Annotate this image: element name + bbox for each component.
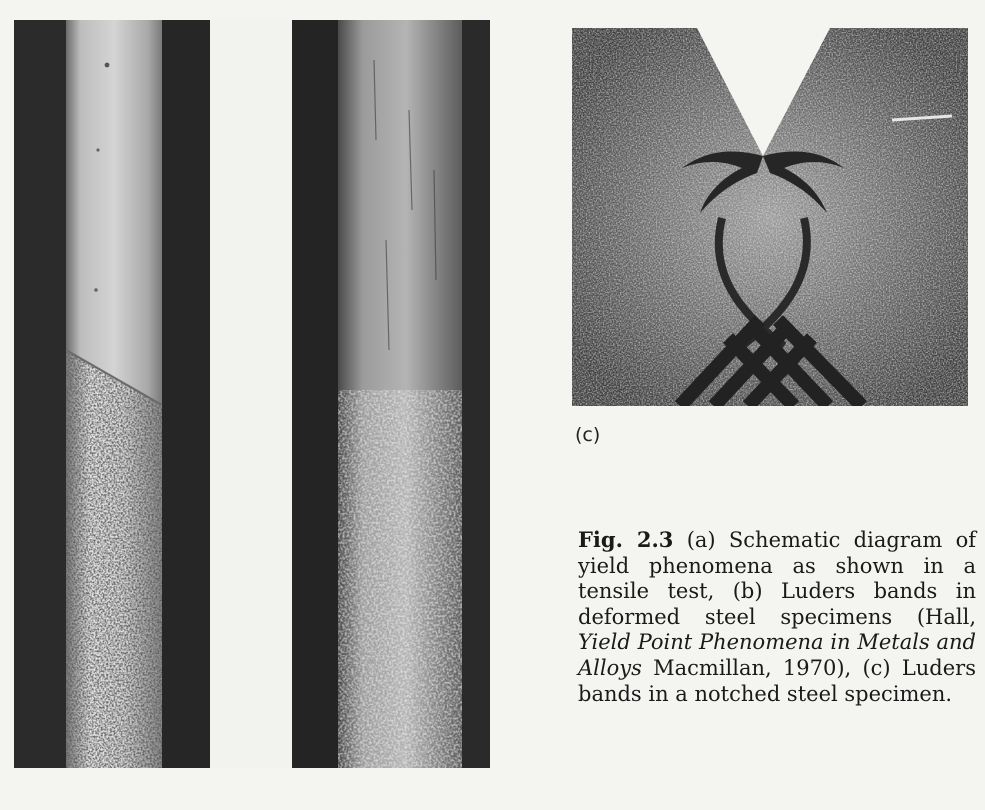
luders-bands-specimens-photo xyxy=(14,20,490,768)
figure-number: Fig. 2.3 xyxy=(578,527,674,552)
notched-specimen-graphic xyxy=(572,28,968,406)
specimens-photo-graphic xyxy=(14,20,490,768)
notched-specimen-photo xyxy=(572,28,968,406)
panel-c-label: (c) xyxy=(575,424,601,446)
figure-caption xyxy=(578,527,976,707)
caption-book-title: Yield Point Phenomena in Metals and Alloys xyxy=(578,630,976,680)
caption-text-part1: (a) Schematic diagram of yield phenomena as shown in a tensile test, (b) Luders bands in deformed steel specimens (Hall, xyxy=(578,528,976,629)
caption-text-part2: Macmillan, 1970), (c) Luders bands in a notched steel specimen. xyxy=(578,655,976,706)
